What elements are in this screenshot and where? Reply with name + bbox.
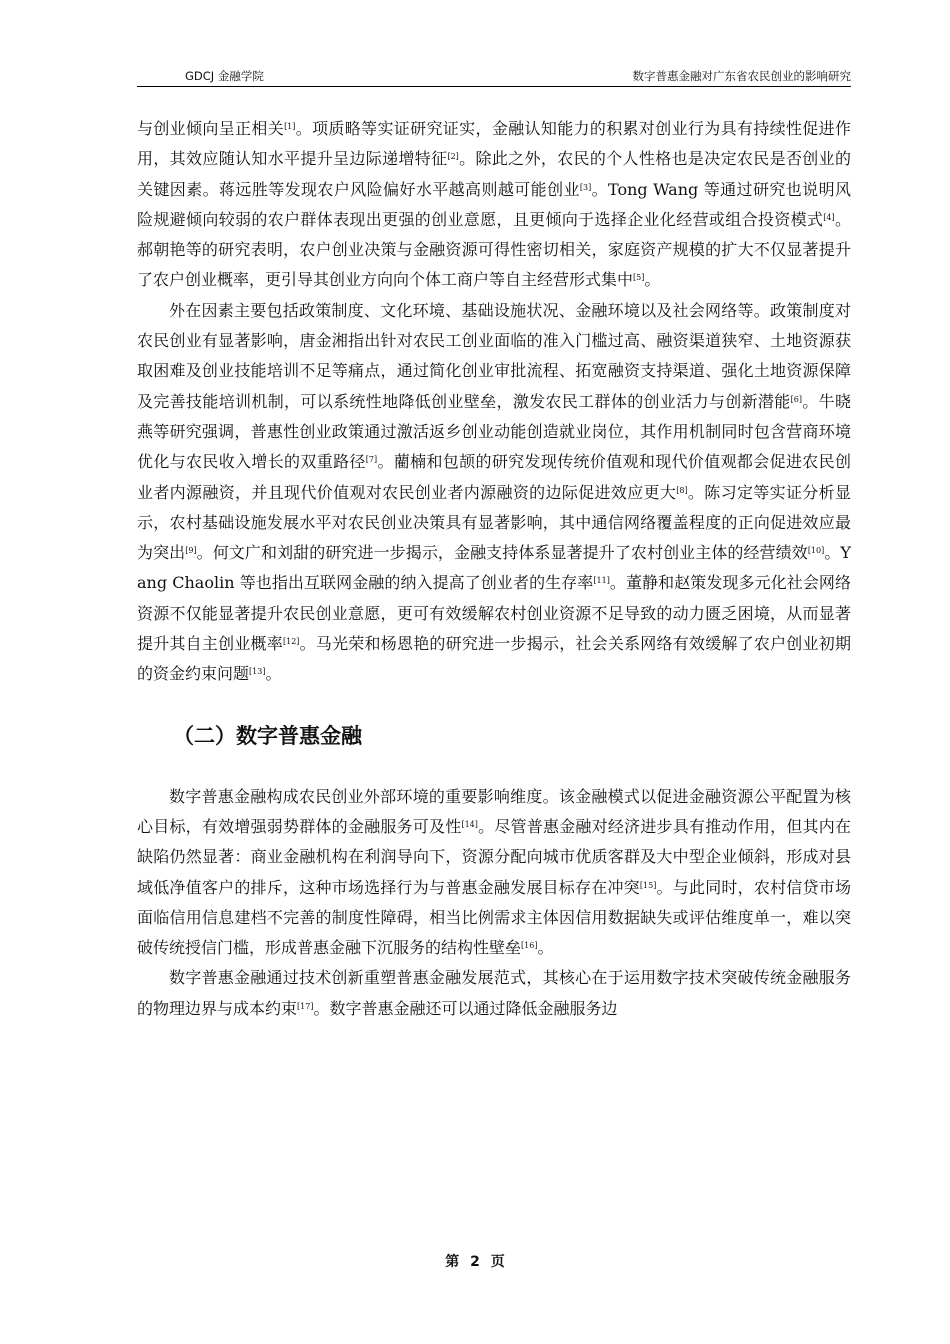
citation-ref: [17] [297,1001,314,1011]
paragraph-text: 数字普惠金融通过技术创新重塑普惠金融发展范式，其核心在于运用数字技术突破传统金融服务的物理边界与成本约束 [137,968,851,1018]
paragraph-text: 。藺楠和包颉的研究发现传统价值观和现代价值观都会促进农民创业者内源融资，并且现代价值观对农民创业者内源融资的边际促进效应更大 [137,452,851,502]
section-body-2 [137,782,851,1024]
page-number: 2 [470,1254,480,1270]
paragraph-text: 。数字普惠金融还可以通过降低金融服务边 [313,998,618,1018]
paragraph-text: 。 [265,664,282,684]
paragraph-text: 与创业倾向呈正相关 [137,119,285,138]
paragraph-text: 。与此同时，农村信贷市场面临信用信息建档不完善的制度性障碍，相当比例需求主体因信用数据缺失或评估维度单一，难以突破传统授信门槛，形成普惠金融下沉服务的结构性壁垒 [137,877,851,958]
paragraph-text: 。尽管普惠金融对经济进步具有推动作用，但其内在缺陷仍然显著：商业金融机构在利润导向下，资源分配向城市优质客群及大中型企业倾斜，形成对县域低净值客户的排斥，这种市场选择行为与普惠金融发展目标存在冲突 [137,816,851,897]
citation-ref: [4] [823,212,835,222]
paragraph-text: 。董静和赵策发现多元化社会网络资源不仅能显著提升农民创业意愿，更可有效缓解农村创业资源不足导致的动力匮乏困境，从而显著提升其自主创业概率 [137,573,851,654]
citation-ref: [10] [807,546,825,556]
header-document-title: 数字普惠金融对广东省农民创业的影响研究 [632,69,851,83]
paragraph-text: 数字普惠金融构成农民创业外部环境的重要影响维度。该金融模式以促进金融资源公平配置为核心目标，有效增强弱势群体的金融服务可及性 [137,786,851,836]
citation-ref: [12] [283,637,300,647]
page-header [137,66,851,87]
paragraph-text: 。郝朝艳等的研究表明，农户创业决策与金融资源可得性密切相关，家庭资产规模的扩大不仅显著提升了农户创业概率，更引导其创业方向向个体工商户等自主经营形式集中 [137,209,851,290]
paragraph [137,782,851,964]
citation-ref: [13] [249,667,266,677]
paragraph-text: 。何文广和刘甜的研究进一步揭示，金融支持体系显著提升了农村创业主体的经营绩效 [196,543,808,563]
header-institution: GDCJ 金融学院 [185,69,264,83]
paragraph-text: 。牛晓燕等研究强调，普惠性创业政策通过激活返乡创业动能创造就业岗位，其作用机制同时包含营商环境优化与农民收入增长的双重路径 [137,391,851,472]
section-heading: （二）数字普惠金融 [173,723,362,748]
citation-ref: [2] [447,152,459,162]
section-body-1 [137,114,851,690]
paragraph [137,296,851,690]
citation-ref: [8] [676,485,688,495]
paragraph-text: 。 [644,270,661,290]
citation-ref: [9] [185,546,197,556]
page-number-prefix: 第 [445,1254,460,1270]
page-number-suffix: 页 [490,1254,505,1270]
paragraph-text: 。 [537,938,554,958]
citation-ref: [6] [790,394,802,404]
paragraph-text: 。马光荣和杨恩艳的研究进一步揭示，社会关系网络有效缓解了农户创业初期的资金约束问题 [137,634,851,684]
paragraph [137,963,851,1024]
paragraph-text: 。除此之外，农民的个人性格也是决定农民是否创业的关键因素。蒋远胜等发现农户风险偏好水平越高则越可能创业 [137,149,851,199]
citation-ref: [15] [639,880,657,890]
paragraph-text: 。项质略等实证研究证实，金融认知能力的积累对创业行为具有持续性促进作用，其效应随认知水平提升呈边际递增特征 [137,119,851,169]
paragraph-text: 。Yang Chaolin 等也指出互联网金融的纳入提高了创业者的生存率 [137,543,851,593]
page-footer [0,1251,950,1271]
citation-ref: [11] [593,576,610,586]
citation-ref: [7] [365,455,378,465]
paragraph [137,114,851,296]
citation-ref: [14] [461,819,478,829]
citation-ref: [1] [284,122,296,131]
paragraph-text: 。Tong Wang 等通过研究也说明风险规避倾向较弱的农户群体表现出更强的创业意愿，且更倾向于选择企业化经营或组合投资模式 [137,179,851,229]
paragraph-text: 外在因素主要包括政策制度、文化环境、基础设施状况、金融环境以及社会网络等。政策制度对农民创业有显著影响，唐金湘指出针对农民工创业面临的准入门槛过高、融资渠道狭窄、土地资源获取困难及创业技能培训不足等痛点，通过简化创业审批流程、拓宽融资支持渠道、强化土地资源保障及完善技能培训机制，可以系统性地降低创业壁垒，激发农民工群体的创业活力与创新潜能 [137,300,851,411]
citation-ref: [3] [579,182,592,192]
page-body [137,114,851,1024]
citation-ref: [5] [633,273,645,283]
citation-ref: [16] [521,941,538,951]
paragraph-text: 。陈习定等实证分析显示，农村基础设施发展水平对农民创业决策具有显著影响，其中通信网络覆盖程度的正向促进效应最为突出 [137,482,851,563]
